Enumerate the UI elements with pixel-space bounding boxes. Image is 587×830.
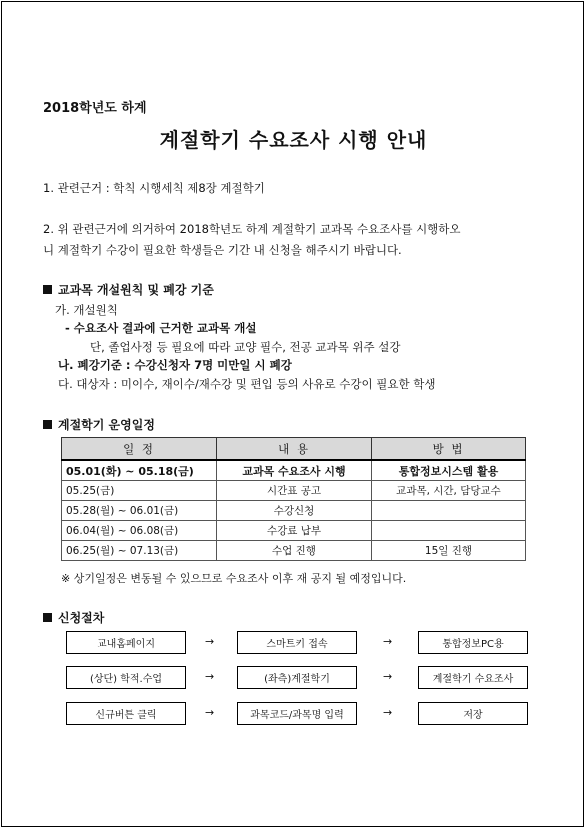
table-row: [62, 541, 526, 561]
step-box: 신규버튼 클릭: [66, 702, 186, 725]
section-1-b-label: 나. 폐강기준 : 수강신청자 7명 미만일 시 폐강: [58, 358, 292, 372]
step-box: 과목코드/과목명 입력: [237, 702, 357, 725]
step-box: 교내홈페이지: [66, 631, 186, 654]
section-2-heading: 계절학기 운영일정: [43, 416, 155, 433]
cell-content: 교과목 수요조사 시행: [217, 460, 372, 481]
column-header-schedule: 일 정: [62, 438, 217, 461]
cell-content: 시간표 공고: [217, 481, 372, 501]
bullet-square-icon: [43, 285, 52, 294]
cell-content: 수업 진행: [217, 541, 372, 561]
step-box: 스마트키 접속: [237, 631, 357, 654]
step-box: (상단) 학적.수업: [66, 666, 186, 689]
cell-schedule: 05.25(금): [62, 481, 217, 501]
arrow-right-icon: →: [205, 635, 215, 648]
cell-schedule: 05.28(월) ~ 06.01(금): [62, 501, 217, 521]
page-title: 계절학기 수요조사 시행 안내: [159, 128, 428, 152]
section-1-a-label: 가. 개설원칙: [55, 303, 118, 317]
table-row: [62, 481, 526, 501]
arrow-right-icon: →: [383, 706, 393, 719]
arrow-right-icon: →: [205, 706, 215, 719]
cell-method: [372, 521, 526, 541]
paragraph-2-line-1: 2. 위 관련근거에 의거하여 2018학년도 하계 계절학기 교과목 수요조사를 시행하오: [43, 222, 461, 236]
step-box: 저장: [418, 702, 528, 725]
step-box: (좌측)계절학기: [237, 666, 357, 689]
step-box: 계절학기 수요조사: [418, 666, 528, 689]
bullet-square-icon: [43, 420, 52, 429]
section-1-a-note: 단, 졸업사정 등 필요에 따라 교양 필수, 전공 교과목 위주 설강: [90, 340, 401, 354]
year-line: 2018학년도 하계: [43, 101, 147, 116]
cell-schedule: 06.25(월) ~ 07.13(금): [62, 541, 217, 561]
bullet-square-icon: [43, 613, 52, 622]
arrow-right-icon: →: [205, 670, 215, 683]
table-row: [62, 460, 526, 481]
paragraph-2-line-2: 니 계절학기 수강이 필요한 학생들은 기간 내 신청을 해주시기 바랍니다.: [43, 243, 402, 257]
cell-method: 15일 진행: [372, 541, 526, 561]
table-row: [62, 501, 526, 521]
table-row: [62, 521, 526, 541]
cell-method: [372, 501, 526, 521]
table-header-row: [62, 438, 526, 461]
paragraph-1: 1. 관련근거 : 학칙 시행세칙 제8장 계절학기: [43, 181, 265, 195]
cell-content: 수강신청: [217, 501, 372, 521]
cell-schedule: 06.04(월) ~ 06.08(금): [62, 521, 217, 541]
section-1-heading: 교과목 개설원칙 및 폐강 기준: [43, 281, 214, 298]
cell-method: 교과목, 시간, 담당교수: [372, 481, 526, 501]
schedule-note: ※ 상기일정은 변동될 수 있으므로 수요조사 이후 재 공지 될 예정입니다.: [61, 572, 407, 585]
section-1-a-item: - 수요조사 결과에 근거한 교과목 개설: [65, 321, 257, 335]
cell-method: 통합정보시스템 활용: [372, 460, 526, 481]
section-3-heading: 신청절차: [43, 609, 104, 626]
cell-schedule: 05.01(화) ~ 05.18(금): [62, 460, 217, 481]
section-1-c-label: 다. 대상자 : 미이수, 재이수/재수강 및 편입 등의 사유로 수강이 필요한 학생: [58, 377, 436, 391]
schedule-table: [61, 437, 526, 561]
column-header-content: 내 용: [217, 438, 372, 461]
arrow-right-icon: →: [383, 635, 393, 648]
column-header-method: 방 법: [372, 438, 526, 461]
arrow-right-icon: →: [383, 670, 393, 683]
cell-content: 수강료 납부: [217, 521, 372, 541]
step-box: 통합정보PC용: [418, 631, 528, 654]
